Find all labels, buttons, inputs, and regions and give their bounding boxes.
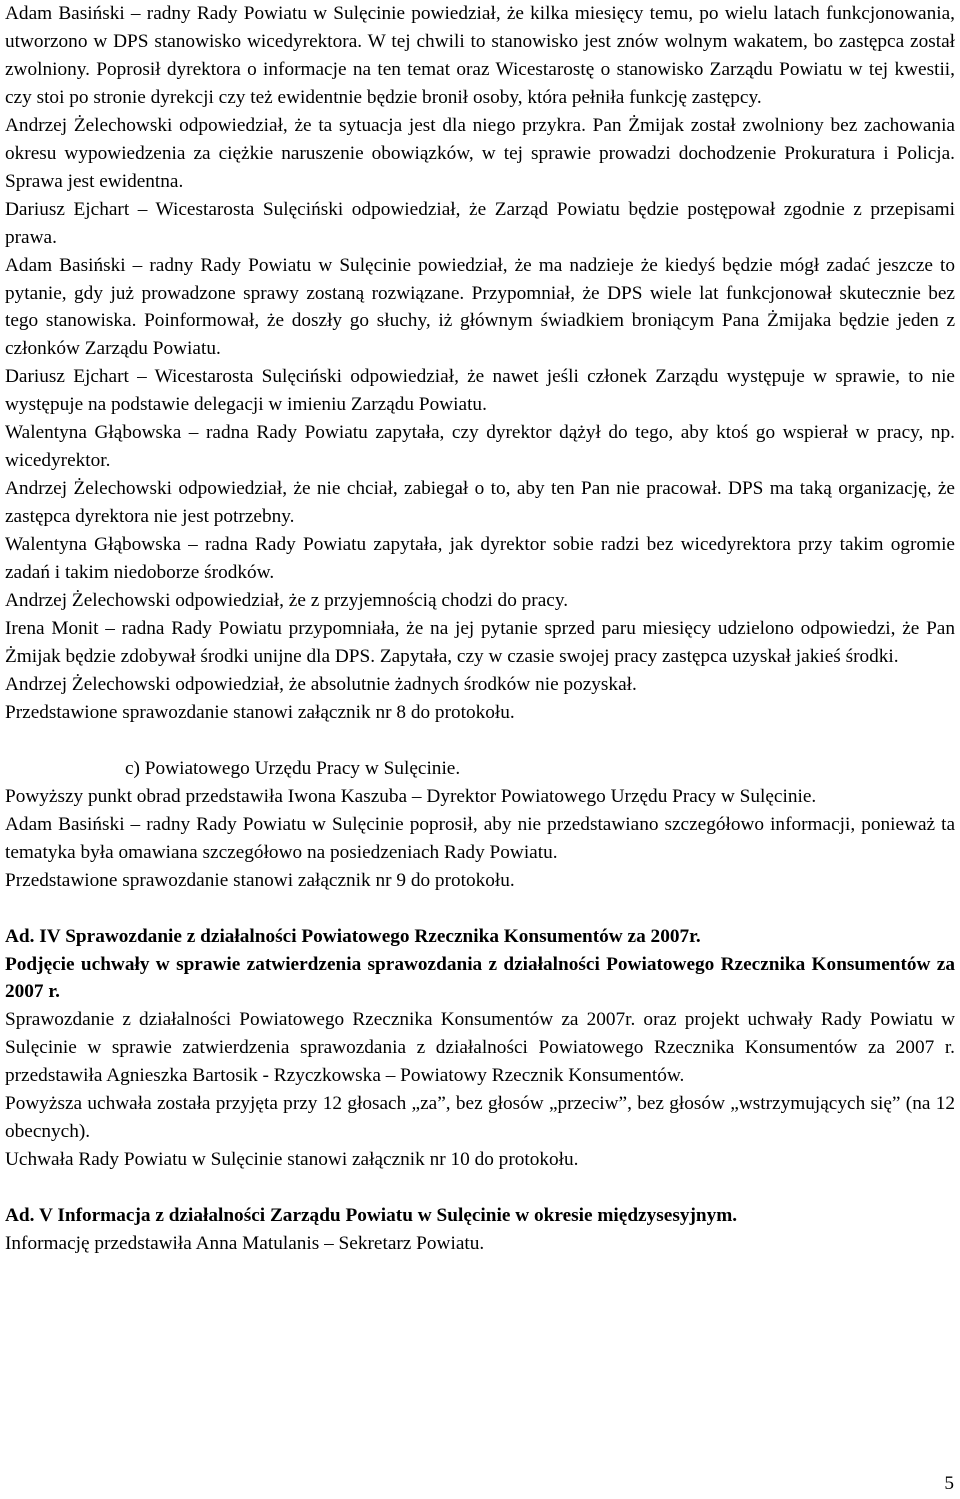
section-v-heading: Ad. V Informacja z działalności Zarządu Powiatu w Sulęcinie w okresie międzysesyjnym. xyxy=(5,1205,738,1227)
paragraph: Informację przedstawiła Anna Matulanis – Sekretarz Powiatu. xyxy=(5,1233,485,1255)
paragraph: Adam Basiński – radny Rady Powiatu w Sulęcinie powiedział, że ma nadzieje że kiedyś będzie mógł zadać jeszcze to pytanie, gdy już prowadzone sprawy zostaną rozwiązane. Przypomniał, że DPS wiele lat funkcjonował skutecznie bez tego stanowiska. Poinformował, że doszły go słuchy, iż głównym świadkiem broniącym Pana Żmijaka będzie jeden z członków Zarządu Powiatu. xyxy=(5,254,955,360)
section-iv-subheading: Podjęcie uchwały w sprawie zatwierdzenia sprawozdania z działalności Powiatowego Rzecznika Konsumentów za 2007 r. xyxy=(5,953,955,1003)
paragraph: Sprawozdanie z działalności Powiatowego Rzecznika Konsumentów za 2007r. oraz projekt uchwały Rady Powiatu w Sulęcinie w sprawie zatwierdzenia sprawozdania z działalności Powiatowego Rzecznika Konsumentów za 2007 r. przedstawiła Agnieszka Bartosik - Rzyczkowska – Powiatowy Rzecznik Konsumentów. xyxy=(5,1009,955,1087)
paragraph: Walentyna Głąbowska – radna Rady Powiatu zapytała, jak dyrektor sobie radzi bez wicedyrektora przy takim ogromie zadań i takim niedoborze środków. xyxy=(5,534,955,584)
section-c-heading: c) Powiatowego Urzędu Pracy w Sulęcinie. xyxy=(125,757,461,779)
spacer xyxy=(5,1174,955,1202)
paragraph: Przedstawione sprawozdanie stanowi załącznik nr 9 do protokołu. xyxy=(5,869,515,891)
document-page xyxy=(5,0,955,1258)
spacer xyxy=(5,895,955,923)
page-number: 5 xyxy=(944,1473,954,1494)
paragraph: Irena Monit – radna Rady Powiatu przypomniała, że na jej pytanie sprzed paru miesięcy udzielono odpowiedzi, że Pan Żmijak będzie zdobywał środki unijne dla DPS. Zapytała, czy w czasie swojej pracy zastępca uzyskał jakieś środki. xyxy=(5,617,955,667)
paragraph: Uchwała Rady Powiatu w Sulęcinie stanowi załącznik nr 10 do protokołu. xyxy=(5,1149,579,1171)
paragraph: Andrzej Żelechowski odpowiedział, że ta sytuacja jest dla niego przykra. Pan Żmijak został zwolniony bez zachowania okresu wypowiedzenia za ciężkie naruszenie obowiązków, w tej sprawie prowadzi dochodzenie Prokuratura i Policja. Sprawa jest ewidentna. xyxy=(5,114,955,192)
paragraph: Andrzej Żelechowski odpowiedział, że z przyjemnością chodzi do pracy. xyxy=(5,590,569,612)
paragraph: Adam Basiński – radny Rady Powiatu w Sulęcinie poprosił, aby nie przedstawiano szczegółowo informacji, ponieważ ta tematyka była omawiana szczegółowo na posiedzeniach Rady Powiatu. xyxy=(5,813,955,863)
paragraph: Walentyna Głąbowska – radna Rady Powiatu zapytała, czy dyrektor dążył do tego, aby ktoś go wspierał w pracy, np. wicedyrektor. xyxy=(5,422,955,472)
paragraph: Powyższy punkt obrad przedstawiła Iwona Kaszuba – Dyrektor Powiatowego Urzędu Pracy w Sulęcinie. xyxy=(5,785,817,807)
paragraph: Andrzej Żelechowski odpowiedział, że absolutnie żadnych środków nie pozyskał. xyxy=(5,673,637,695)
paragraph: Dariusz Ejchart – Wicestarosta Sulęciński odpowiedział, że Zarząd Powiatu będzie postępował zgodnie z przepisami prawa. xyxy=(5,198,955,248)
paragraph: Powyższa uchwała została przyjęta przy 12 głosach „za”, bez głosów „przeciw”, bez głosów „wstrzymujących się” (na 12 obecnych). xyxy=(5,1093,955,1143)
paragraph: Adam Basiński – radny Rady Powiatu w Sulęcinie powiedział, że kilka miesięcy temu, po wielu latach funkcjonowania, utworzono w DPS stanowisko wicedyrektora. W tej chwili to stanowisko jest znów wolnym wakatem, bo zastępca został zwolniony. Poprosił dyrektora o informacje na ten temat oraz Wicestarostę o stanowisko Zarządu Powiatu w tej kwestii, czy stoi po stronie dyrekcji czy też ewidentnie będzie bronił osoby, która pełniła funkcję zastępcy. xyxy=(5,3,955,108)
paragraph: Przedstawione sprawozdanie stanowi załącznik nr 8 do protokołu. xyxy=(5,701,515,723)
section-iv-heading: Ad. IV Sprawozdanie z działalności Powiatowego Rzecznika Konsumentów za 2007r. xyxy=(5,925,701,947)
paragraph: Dariusz Ejchart – Wicestarosta Sulęciński odpowiedział, że nawet jeśli członek Zarządu występuje w sprawie, to nie występuje na podstawie delegacji w imieniu Zarządu Powiatu. xyxy=(5,366,955,416)
paragraph: Andrzej Żelechowski odpowiedział, że nie chciał, zabiegał o to, aby ten Pan nie pracował. DPS ma taką organizację, że zastępca dyrektora nie jest potrzebny. xyxy=(5,478,955,528)
spacer xyxy=(5,727,955,755)
